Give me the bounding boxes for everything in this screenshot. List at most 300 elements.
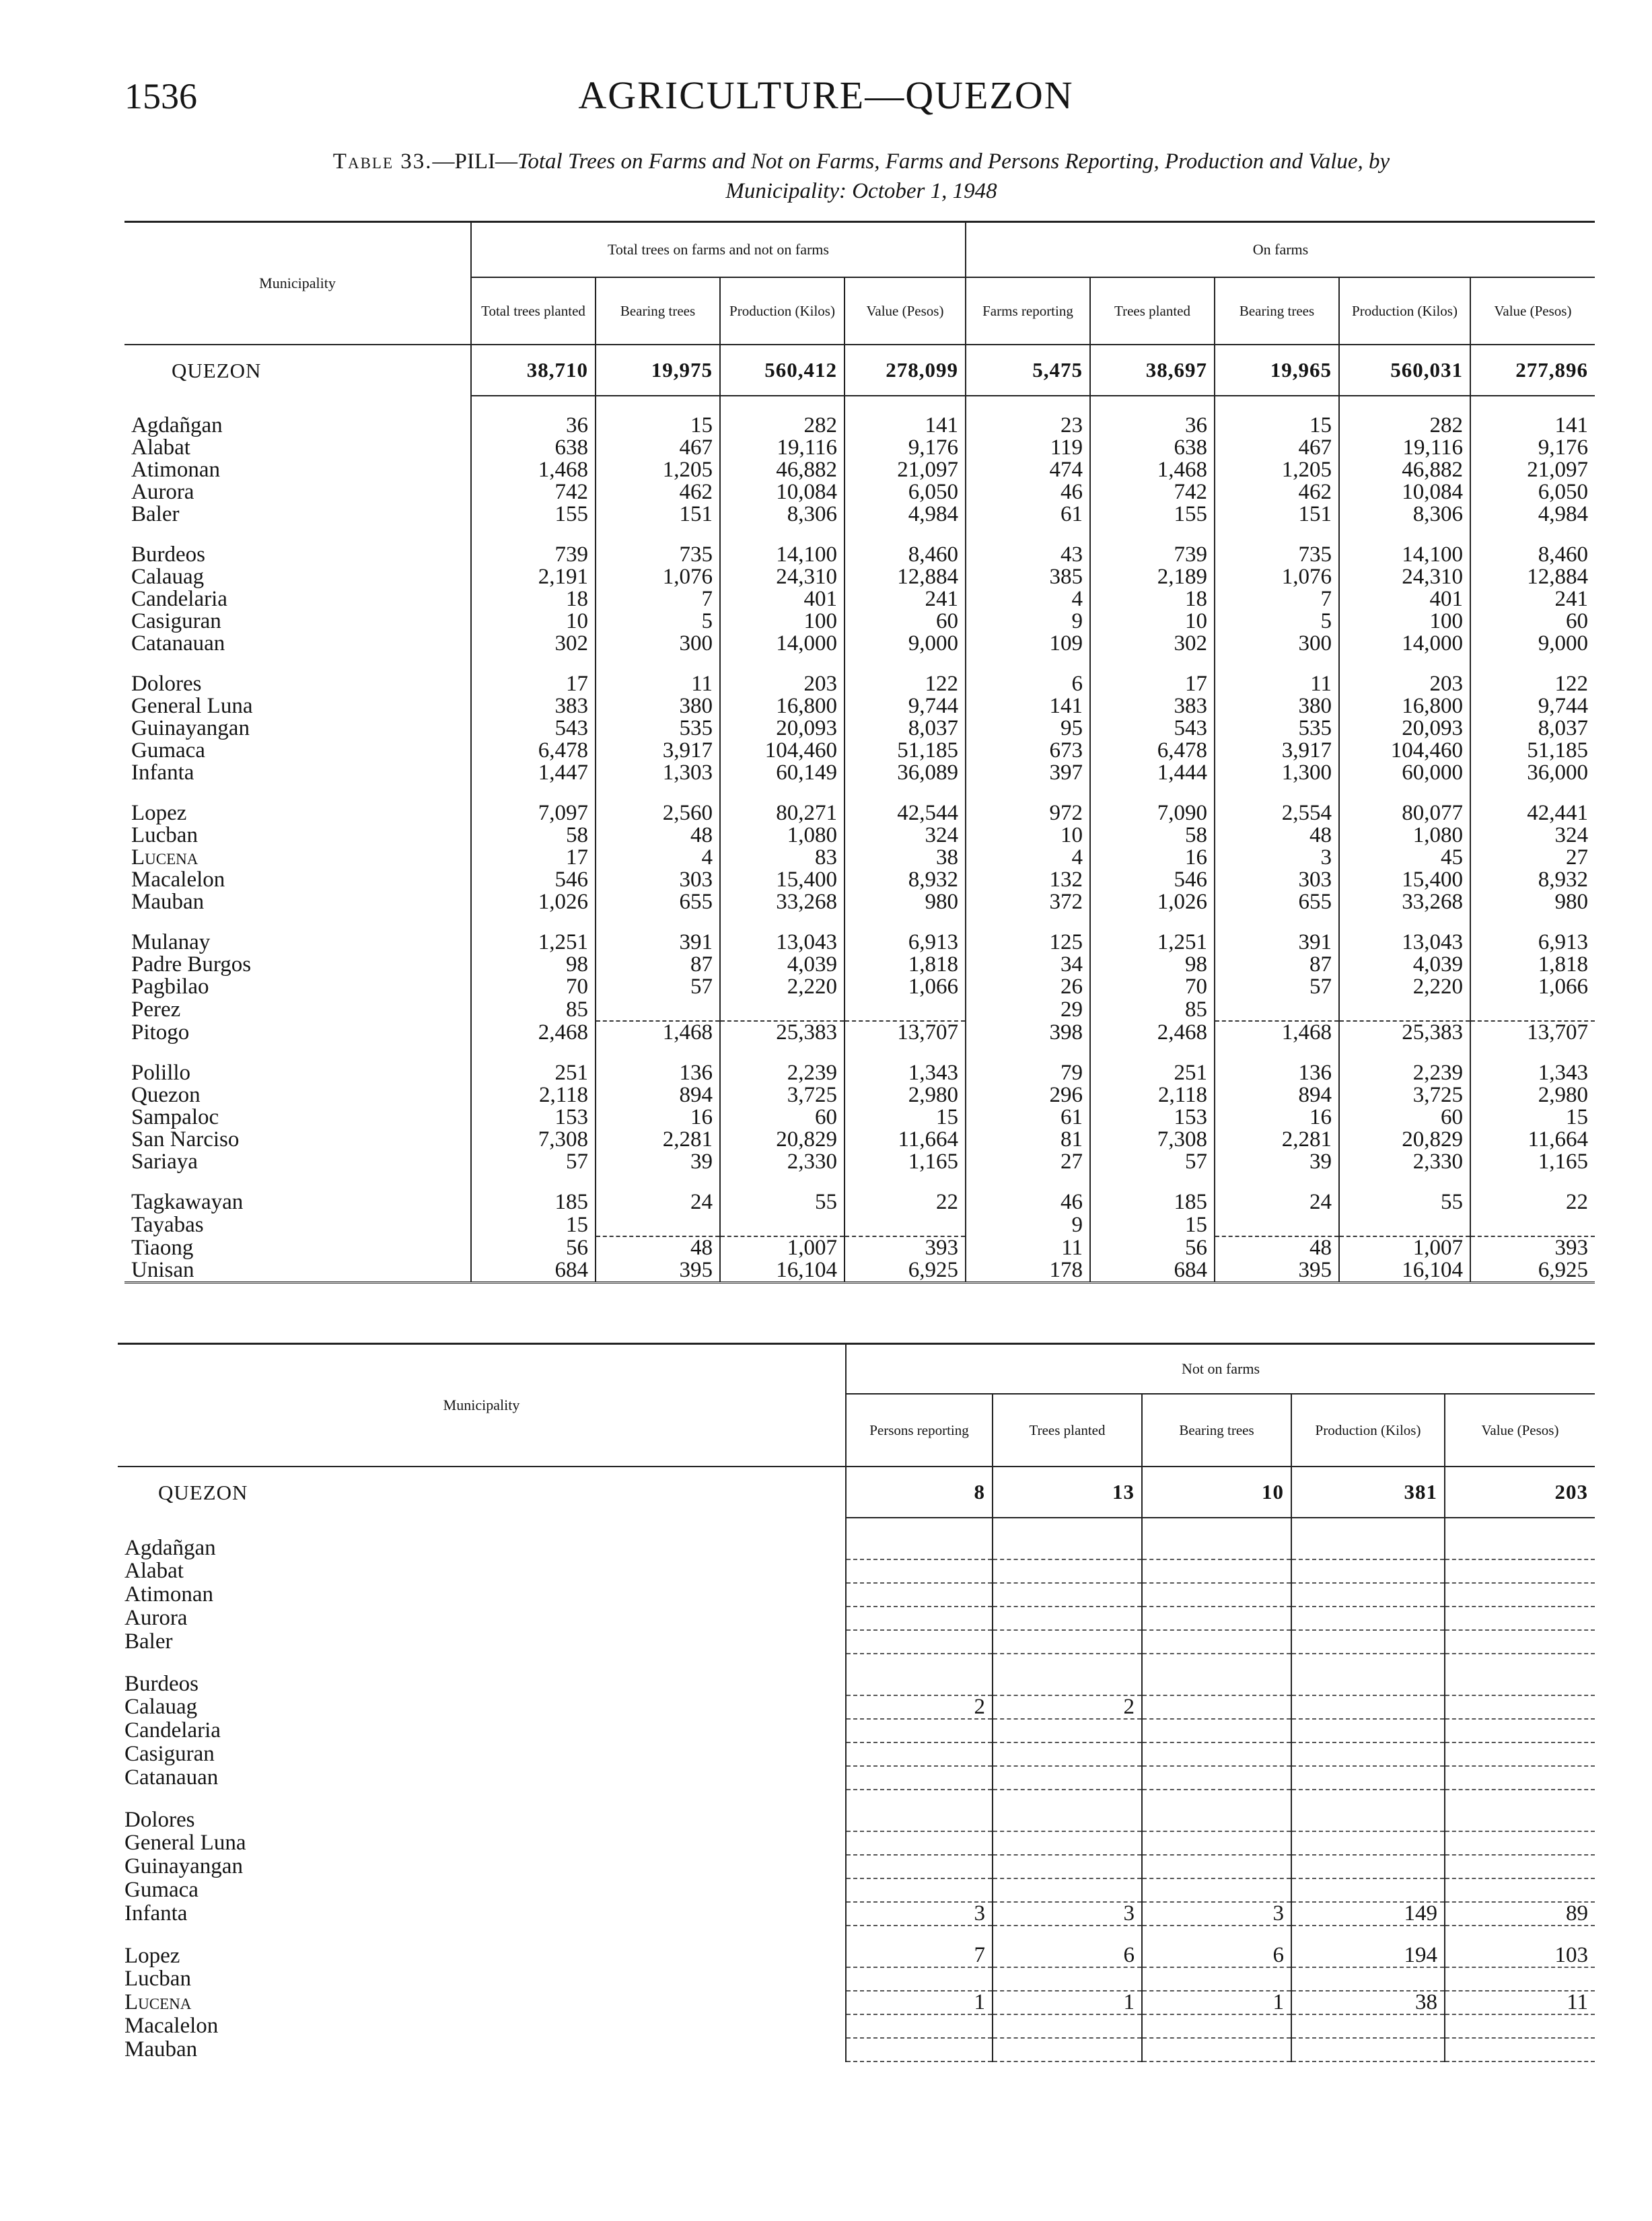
- cell-infanta-1: 1,447: [471, 762, 596, 784]
- cell-atimonan-7: 1,205: [1215, 459, 1339, 481]
- cell-agdangan-2: 15: [596, 415, 720, 437]
- cell-agdangan-3: 282: [720, 415, 845, 437]
- group-spacer: [124, 1044, 1595, 1062]
- cell-catanauan-1: [846, 1766, 993, 1790]
- cell-agdangan-2: [993, 1537, 1142, 1559]
- cell-candelaria-9: 241: [1470, 588, 1595, 610]
- caption-text-1: Total Trees on Farms and Not on Farms, Farms and Persons Reporting, Production and Value, by: [517, 149, 1390, 174]
- municipality-name: Atimonan: [124, 1583, 213, 1607]
- municipality-name: Agdañgan: [131, 415, 223, 437]
- municipality-name: Casiguran: [124, 1742, 215, 1766]
- column-header-value-pesos-5: Value (Pesos): [1445, 1394, 1595, 1467]
- municipality-name: Unisan: [131, 1259, 194, 1282]
- cell-atimonan-2: 1,205: [596, 459, 720, 481]
- cell-guinayangan-6: 543: [1090, 717, 1215, 740]
- cell-burdeos-5: [1445, 1672, 1595, 1695]
- cell-atimonan-6: 1,468: [1090, 459, 1215, 481]
- cell-sampaloc-2: 16: [596, 1106, 720, 1129]
- table-row-mauban: [118, 2038, 1595, 2061]
- cell-lopez-3: 6: [1142, 1944, 1291, 1967]
- cell-aurora-1: [846, 1607, 993, 1630]
- cell-perez-4: [845, 998, 966, 1021]
- cell-padre-burgos-1: 98: [471, 954, 596, 976]
- cell-general-luna-4: 9,744: [845, 695, 966, 717]
- cell-gumaca-8: 104,460: [1339, 740, 1470, 762]
- cell-padre-burgos-3: 4,039: [720, 954, 845, 976]
- table-row-dolores: [124, 673, 1595, 695]
- table-row-baler: [118, 1630, 1595, 1654]
- cell-infanta-9: 36,000: [1470, 762, 1595, 784]
- total-value-4: 381: [1291, 1467, 1445, 1518]
- cell-lucena-9: 27: [1470, 847, 1595, 869]
- cell-macalelon-2: [993, 2014, 1142, 2038]
- cell-mulanay-2: 391: [596, 931, 720, 954]
- column-header-persons-reporting-1: Persons reporting: [846, 1394, 993, 1467]
- cell-candelaria-2: 7: [596, 588, 720, 610]
- cell-baler-6: 155: [1090, 503, 1215, 526]
- cell-sariaya-7: 39: [1215, 1151, 1339, 1173]
- cell-lopez-4: 42,544: [845, 802, 966, 824]
- municipality-name: Tayabas: [131, 1213, 204, 1236]
- total-row-name: QUEZON: [158, 1480, 248, 1504]
- cell-perez-9: [1470, 998, 1595, 1021]
- cell-general-luna-4: [1291, 1831, 1445, 1855]
- cell-baler-9: 4,984: [1470, 503, 1595, 526]
- cell-sampaloc-4: 15: [845, 1106, 966, 1129]
- cell-sariaya-2: 39: [596, 1151, 720, 1173]
- cell-tagkawayan-6: 185: [1090, 1191, 1215, 1213]
- total-value-1: 8: [846, 1467, 993, 1518]
- cell-aurora-5: [1445, 1607, 1595, 1630]
- cell-lucban-1: [846, 1967, 993, 1991]
- cell-lucena-3: 1: [1142, 1991, 1291, 2014]
- municipality-name: Burdeos: [124, 1672, 199, 1695]
- cell-dolores-5: [1445, 1808, 1595, 1831]
- column-header-bearing-trees-2: Bearing trees: [596, 277, 720, 345]
- cell-baler-8: 8,306: [1339, 503, 1470, 526]
- table-row-san-narciso: [124, 1129, 1595, 1151]
- cell-catanauan-4: [1291, 1766, 1445, 1790]
- cell-casiguran-1: [846, 1742, 993, 1766]
- cell-polillo-5: 79: [966, 1062, 1090, 1084]
- cell-macalelon-1: 546: [471, 869, 596, 891]
- cell-catanauan-5: 109: [966, 633, 1090, 655]
- total-value-6: 38,697: [1090, 345, 1215, 396]
- cell-lucena-7: 3: [1215, 847, 1339, 869]
- municipality-name: Perez: [131, 998, 181, 1021]
- cell-lopez-9: 42,441: [1470, 802, 1595, 824]
- cell-mauban-5: 372: [966, 891, 1090, 913]
- cell-lucena-4: 38: [1291, 1991, 1445, 2014]
- cell-guinayangan-5: 95: [966, 717, 1090, 740]
- cell-casiguran-8: 100: [1339, 610, 1470, 633]
- municipality-name: Gumaca: [131, 740, 205, 762]
- cell-polillo-2: 136: [596, 1062, 720, 1084]
- table-row-aurora: [118, 1607, 1595, 1630]
- cell-agdangan-4: 141: [845, 415, 966, 437]
- table-row-catanauan: [118, 1766, 1595, 1790]
- municipality-name: Catanauan: [131, 633, 225, 655]
- column-header-value-pesos-9: Value (Pesos): [1470, 277, 1595, 345]
- cell-agdangan-6: 36: [1090, 415, 1215, 437]
- cell-mauban-5: [1445, 2038, 1595, 2061]
- cell-gumaca-4: 51,185: [845, 740, 966, 762]
- cell-tagkawayan-4: 22: [845, 1191, 966, 1213]
- cell-infanta-2: 3: [993, 1902, 1142, 1926]
- cell-infanta-4: 149: [1291, 1902, 1445, 1926]
- cell-lopez-5: 972: [966, 802, 1090, 824]
- cell-infanta-6: 1,444: [1090, 762, 1215, 784]
- cell-mauban-4: 980: [845, 891, 966, 913]
- cell-baler-1: [846, 1630, 993, 1654]
- cell-lucban-3: 1,080: [720, 824, 845, 847]
- cell-guinayangan-2: 535: [596, 717, 720, 740]
- cell-gumaca-2: [993, 1878, 1142, 1902]
- cell-macalelon-1: [846, 2014, 993, 2038]
- municipality-name: Aurora: [124, 1607, 188, 1630]
- cell-lopez-6: 7,090: [1090, 802, 1215, 824]
- municipality-name: Gumaca: [124, 1878, 199, 1902]
- cell-atimonan-1: [846, 1583, 993, 1607]
- cell-candelaria-4: [1291, 1719, 1445, 1742]
- cell-macalelon-5: 132: [966, 869, 1090, 891]
- group-spacer: [124, 526, 1595, 544]
- cell-burdeos-9: 8,460: [1470, 544, 1595, 566]
- cell-tayabas-6: 15: [1090, 1213, 1215, 1236]
- municipality-name: Baler: [124, 1630, 173, 1654]
- cell-calauag-1: 2: [846, 1695, 993, 1719]
- municipality-name: Guinayangan: [124, 1855, 243, 1878]
- cell-quezon-8: 3,725: [1339, 1084, 1470, 1106]
- cell-atimonan-9: 21,097: [1470, 459, 1595, 481]
- municipality-name: Pagbilao: [131, 976, 209, 998]
- cell-alabat-1: [846, 1559, 993, 1583]
- group-spacer: [124, 655, 1595, 673]
- cell-atimonan-5: [1445, 1583, 1595, 1607]
- cell-infanta-5: 89: [1445, 1902, 1595, 1926]
- cell-lucena-5: 4: [966, 847, 1090, 869]
- cell-lucban-4: [1291, 1967, 1445, 1991]
- cell-san-narciso-1: 7,308: [471, 1129, 596, 1151]
- cell-macalelon-4: 8,932: [845, 869, 966, 891]
- group-header-not-on-farms: Not on farms: [846, 1344, 1595, 1395]
- municipality-name: General Luna: [124, 1831, 246, 1855]
- cell-catanauan-2: 300: [596, 633, 720, 655]
- cell-pagbilao-2: 57: [596, 976, 720, 998]
- cell-dolores-6: 17: [1090, 673, 1215, 695]
- cell-dolores-9: 122: [1470, 673, 1595, 695]
- table-row-general-luna: [124, 695, 1595, 717]
- table-row-agdangan: [124, 415, 1595, 437]
- cell-burdeos-6: 739: [1090, 544, 1215, 566]
- cell-lucena-3: 83: [720, 847, 845, 869]
- cell-quezon-2: 894: [596, 1084, 720, 1106]
- cell-catanauan-3: 14,000: [720, 633, 845, 655]
- cell-mulanay-3: 13,043: [720, 931, 845, 954]
- cell-tayabas-3: [720, 1213, 845, 1236]
- cell-agdangan-5: [1445, 1537, 1595, 1559]
- total-value-9: 277,896: [1470, 345, 1595, 396]
- cell-pagbilao-6: 70: [1090, 976, 1215, 998]
- column-header-value-pesos-4: Value (Pesos): [845, 277, 966, 345]
- cell-polillo-9: 1,343: [1470, 1062, 1595, 1084]
- cell-san-narciso-3: 20,829: [720, 1129, 845, 1151]
- cell-alabat-2: 467: [596, 437, 720, 459]
- cell-general-luna-6: 383: [1090, 695, 1215, 717]
- cell-alabat-6: 638: [1090, 437, 1215, 459]
- cell-burdeos-4: 8,460: [845, 544, 966, 566]
- total-value-5: 203: [1445, 1467, 1595, 1518]
- municipality-name: General Luna: [131, 695, 253, 717]
- cell-infanta-7: 1,300: [1215, 762, 1339, 784]
- cell-mauban-3: [1142, 2038, 1291, 2061]
- cell-guinayangan-2: [993, 1855, 1142, 1878]
- cell-perez-8: [1339, 998, 1470, 1021]
- table-row-casiguran: [124, 610, 1595, 633]
- cell-dolores-2: [993, 1808, 1142, 1831]
- cell-catanauan-2: [993, 1766, 1142, 1790]
- cell-dolores-8: 203: [1339, 673, 1470, 695]
- group-header-on-farms: On farms: [966, 222, 1595, 278]
- cell-gumaca-7: 3,917: [1215, 740, 1339, 762]
- cell-casiguran-3: 100: [720, 610, 845, 633]
- total-value-5: 5,475: [966, 345, 1090, 396]
- cell-unisan-1: 684: [471, 1259, 596, 1283]
- cell-alabat-8: 19,116: [1339, 437, 1470, 459]
- column-header-trees-planted-2: Trees planted: [993, 1394, 1142, 1467]
- group-spacer: [124, 913, 1595, 931]
- total-value-3: 10: [1142, 1467, 1291, 1518]
- cell-tiaong-3: 1,007: [720, 1236, 845, 1259]
- table-row-aurora: [124, 481, 1595, 503]
- cell-sariaya-6: 57: [1090, 1151, 1215, 1173]
- column-header-production-kilos-3: Production (Kilos): [720, 277, 845, 345]
- cell-tagkawayan-2: 24: [596, 1191, 720, 1213]
- cell-atimonan-3: [1142, 1583, 1291, 1607]
- cell-polillo-7: 136: [1215, 1062, 1339, 1084]
- cell-quezon-1: 2,118: [471, 1084, 596, 1106]
- cell-pagbilao-7: 57: [1215, 976, 1339, 998]
- cell-tiaong-7: 48: [1215, 1236, 1339, 1259]
- table-row-atimonan: [124, 459, 1595, 481]
- cell-baler-5: [1445, 1630, 1595, 1654]
- table-row-lucban: [124, 824, 1595, 847]
- cell-tagkawayan-8: 55: [1339, 1191, 1470, 1213]
- table-row-burdeos: [124, 544, 1595, 566]
- cell-agdangan-8: 282: [1339, 415, 1470, 437]
- cell-quezon-7: 894: [1215, 1084, 1339, 1106]
- cell-tayabas-7: [1215, 1213, 1339, 1236]
- table-row-lopez: [118, 1944, 1595, 1967]
- cell-aurora-4: [1291, 1607, 1445, 1630]
- cell-agdangan-9: 141: [1470, 415, 1595, 437]
- cell-catanauan-8: 14,000: [1339, 633, 1470, 655]
- cell-san-narciso-5: 81: [966, 1129, 1090, 1151]
- cell-mauban-9: 980: [1470, 891, 1595, 913]
- cell-san-narciso-9: 11,664: [1470, 1129, 1595, 1151]
- table-row-lucena: [124, 847, 1595, 869]
- table-row-alabat: [124, 437, 1595, 459]
- cell-casiguran-2: [993, 1742, 1142, 1766]
- cell-padre-burgos-5: 34: [966, 954, 1090, 976]
- cell-alabat-3: 19,116: [720, 437, 845, 459]
- cell-lucban-6: 58: [1090, 824, 1215, 847]
- cell-mulanay-6: 1,251: [1090, 931, 1215, 954]
- cell-lopez-7: 2,554: [1215, 802, 1339, 824]
- cell-alabat-4: 9,176: [845, 437, 966, 459]
- cell-lopez-2: 2,560: [596, 802, 720, 824]
- cell-aurora-3: [1142, 1607, 1291, 1630]
- group-spacer: [118, 1654, 1595, 1672]
- municipality-name: Candelaria: [131, 588, 227, 610]
- municipality-name: Mauban: [124, 2038, 198, 2061]
- table-row-gumaca: [118, 1878, 1595, 1902]
- municipality-name: Baler: [131, 503, 180, 526]
- total-value-4: 278,099: [845, 345, 966, 396]
- cell-unisan-2: 395: [596, 1259, 720, 1283]
- cell-general-luna-5: 141: [966, 695, 1090, 717]
- cell-catanauan-4: 9,000: [845, 633, 966, 655]
- column-header-total-trees-planted-1: Total trees planted: [471, 277, 596, 345]
- table-row-agdangan: [118, 1537, 1595, 1559]
- cell-dolores-1: [846, 1808, 993, 1831]
- table-row-unisan: [124, 1259, 1595, 1283]
- cell-san-narciso-8: 20,829: [1339, 1129, 1470, 1151]
- cell-pitogo-9: 13,707: [1470, 1021, 1595, 1044]
- cell-lucena-2: 4: [596, 847, 720, 869]
- table-row-tiaong: [124, 1236, 1595, 1259]
- cell-gumaca-5: [1445, 1878, 1595, 1902]
- cell-casiguran-2: 5: [596, 610, 720, 633]
- cell-agdangan-1: [846, 1537, 993, 1559]
- total-row-name: QUEZON: [172, 358, 262, 382]
- cell-agdangan-4: [1291, 1537, 1445, 1559]
- cell-lucban-2: [993, 1967, 1142, 1991]
- cell-pagbilao-1: 70: [471, 976, 596, 998]
- table-row-calauag: [118, 1695, 1595, 1719]
- municipality-name: Macalelon: [131, 869, 225, 891]
- municipality-name: Lucban: [131, 824, 198, 847]
- group-spacer: [118, 1518, 1595, 1537]
- total-value-2: 19,975: [596, 345, 720, 396]
- cell-san-narciso-2: 2,281: [596, 1129, 720, 1151]
- cell-lucena-8: 45: [1339, 847, 1470, 869]
- cell-tagkawayan-3: 55: [720, 1191, 845, 1213]
- cell-alabat-5: [1445, 1559, 1595, 1583]
- cell-mauban-6: 1,026: [1090, 891, 1215, 913]
- cell-guinayangan-3: [1142, 1855, 1291, 1878]
- group-spacer: [124, 396, 1595, 415]
- cell-perez-3: [720, 998, 845, 1021]
- cell-sariaya-3: 2,330: [720, 1151, 845, 1173]
- cell-guinayangan-4: [1291, 1855, 1445, 1878]
- cell-mauban-1: [846, 2038, 993, 2061]
- cell-gumaca-6: 6,478: [1090, 740, 1215, 762]
- table-row-guinayangan: [124, 717, 1595, 740]
- total-value-3: 560,412: [720, 345, 845, 396]
- cell-general-luna-8: 16,800: [1339, 695, 1470, 717]
- cell-sariaya-5: 27: [966, 1151, 1090, 1173]
- table-row-dolores: [118, 1808, 1595, 1831]
- municipality-name: Catanauan: [124, 1766, 219, 1790]
- cell-lopez-2: 6: [993, 1944, 1142, 1967]
- cell-tayabas-9: [1470, 1213, 1595, 1236]
- cell-guinayangan-5: [1445, 1855, 1595, 1878]
- municipality-name: Polillo: [131, 1062, 191, 1084]
- cell-pagbilao-8: 2,220: [1339, 976, 1470, 998]
- municipality-name: Guinayangan: [131, 717, 250, 740]
- table-row-macalelon: [124, 869, 1595, 891]
- cell-sariaya-1: 57: [471, 1151, 596, 1173]
- table-row-pitogo: [124, 1021, 1595, 1044]
- municipality-name: Lucena: [124, 1991, 192, 2014]
- municipality-name: Padre Burgos: [131, 954, 252, 976]
- cell-padre-burgos-2: 87: [596, 954, 720, 976]
- table-row-lucban: [118, 1967, 1595, 1991]
- cell-calauag-5: 385: [966, 566, 1090, 588]
- cell-casiguran-1: 10: [471, 610, 596, 633]
- group-spacer: [124, 784, 1595, 802]
- cell-dolores-2: 11: [596, 673, 720, 695]
- cell-burdeos-2: [993, 1672, 1142, 1695]
- cell-baler-1: 155: [471, 503, 596, 526]
- cell-aurora-1: 742: [471, 481, 596, 503]
- municipality-name: Dolores: [124, 1808, 195, 1831]
- cell-sampaloc-8: 60: [1339, 1106, 1470, 1129]
- group-spacer: [124, 1173, 1595, 1191]
- cell-sampaloc-3: 60: [720, 1106, 845, 1129]
- cell-candelaria-5: [1445, 1719, 1595, 1742]
- cell-sampaloc-5: 61: [966, 1106, 1090, 1129]
- cell-infanta-8: 60,000: [1339, 762, 1470, 784]
- municipality-name: Atimonan: [131, 459, 220, 481]
- cell-lopez-5: 103: [1445, 1944, 1595, 1967]
- cell-aurora-2: [993, 1607, 1142, 1630]
- column-header-trees-planted-6: Trees planted: [1090, 277, 1215, 345]
- cell-polillo-6: 251: [1090, 1062, 1215, 1084]
- column-header-bearing-trees-3: Bearing trees: [1142, 1394, 1291, 1467]
- table-row-guinayangan: [118, 1855, 1595, 1878]
- cell-atimonan-3: 46,882: [720, 459, 845, 481]
- cell-general-luna-1: [846, 1831, 993, 1855]
- cell-unisan-3: 16,104: [720, 1259, 845, 1283]
- cell-catanauan-9: 9,000: [1470, 633, 1595, 655]
- cell-mauban-2: [993, 2038, 1142, 2061]
- cell-lopez-1: 7,097: [471, 802, 596, 824]
- cell-aurora-4: 6,050: [845, 481, 966, 503]
- cell-lucban-2: 48: [596, 824, 720, 847]
- cell-mulanay-1: 1,251: [471, 931, 596, 954]
- cell-casiguran-6: 10: [1090, 610, 1215, 633]
- municipality-name: Mauban: [131, 891, 205, 913]
- cell-sampaloc-1: 153: [471, 1106, 596, 1129]
- cell-gumaca-4: [1291, 1878, 1445, 1902]
- cell-candelaria-7: 7: [1215, 588, 1339, 610]
- cell-casiguran-4: [1291, 1742, 1445, 1766]
- cell-aurora-7: 462: [1215, 481, 1339, 503]
- cell-unisan-8: 16,104: [1339, 1259, 1470, 1283]
- municipality-name: Burdeos: [131, 544, 205, 566]
- cell-lopez-4: 194: [1291, 1944, 1445, 1967]
- cell-lucban-9: 324: [1470, 824, 1595, 847]
- cell-casiguran-5: [1445, 1742, 1595, 1766]
- cell-general-luna-9: 9,744: [1470, 695, 1595, 717]
- cell-general-luna-2: 380: [596, 695, 720, 717]
- table-row-candelaria: [124, 588, 1595, 610]
- cell-padre-burgos-8: 4,039: [1339, 954, 1470, 976]
- table-caption: [135, 147, 1588, 206]
- cell-casiguran-4: 60: [845, 610, 966, 633]
